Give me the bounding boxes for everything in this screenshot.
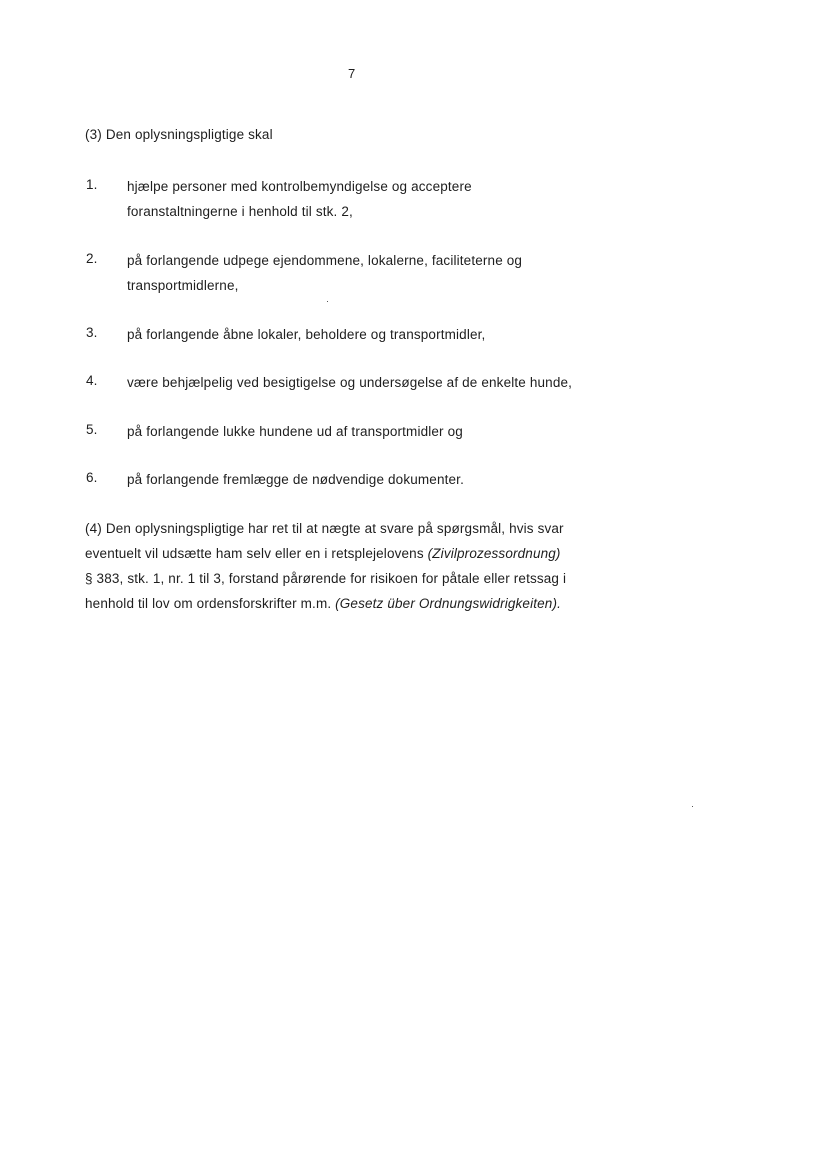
list-item-number: 4. <box>86 373 98 388</box>
scan-speck <box>692 806 693 807</box>
list-item-line: transportmidlerne, <box>127 278 239 293</box>
list-item-line: på forlangende lukke hundene ud af transportmidler og <box>127 424 463 439</box>
list-item <box>127 370 572 395</box>
list-item <box>127 322 485 347</box>
section-3-heading: (3) Den oplysningspligtige skal <box>85 127 273 142</box>
list-item <box>127 467 464 492</box>
list-item-number: 2. <box>86 251 98 266</box>
list-item <box>127 174 472 224</box>
paragraph-line: § 383, stk. 1, nr. 1 til 3, forstand pårørende for risikoen for påtale eller retssag i <box>85 571 567 586</box>
paragraph-line: (4) Den oplysningspligtige har ret til at nægte at svare på spørgsmål, hvis svar <box>85 521 564 536</box>
scan-speck <box>327 301 328 302</box>
paragraph-line <box>85 591 566 616</box>
list-item <box>127 419 463 444</box>
page-number: 7 <box>348 66 356 81</box>
list-item-number: 1. <box>86 177 98 192</box>
list-item-line: være behjælpelig ved besigtigelse og undersøgelse af de enkelte hunde, <box>127 375 573 390</box>
list-item-line: på forlangende åbne lokaler, beholdere og transportmidler, <box>127 327 486 342</box>
list-item-number: 6. <box>86 470 98 485</box>
list-item-line: på forlangende fremlægge de nødvendige dokumenter. <box>127 472 464 487</box>
paragraph-text: henhold til lov om ordensforskrifter m.m. <box>85 596 336 611</box>
section-4-paragraph <box>85 516 566 616</box>
list-item <box>127 248 522 298</box>
list-item-line: hjælpe personer med kontrolbemyndigelse og acceptere <box>127 179 472 194</box>
list-item-line: foranstaltningerne i henhold til stk. 2, <box>127 204 353 219</box>
paragraph-text: eventuelt vil udsætte ham selv eller en i retsplejelovens <box>85 546 428 561</box>
list-item-number: 5. <box>86 422 98 437</box>
paragraph-line <box>85 541 566 566</box>
paragraph-italic-term: (Gesetz über Ordnungswidrigkeiten). <box>335 596 561 611</box>
list-item-number: 3. <box>86 325 98 340</box>
list-item-line: på forlangende udpege ejendommene, lokalerne, faciliteterne og <box>127 253 523 268</box>
paragraph-italic-term: (Zivilprozessordnung) <box>427 546 561 561</box>
